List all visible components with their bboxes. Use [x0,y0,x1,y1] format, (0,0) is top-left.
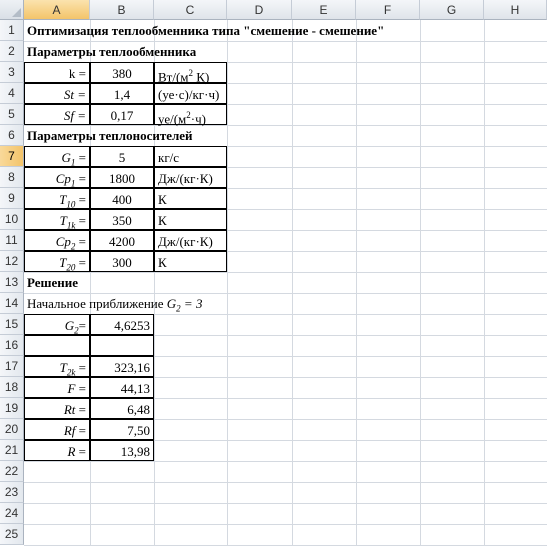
carrier-unit[interactable]: К [154,188,227,209]
column-header-c[interactable]: C [154,0,227,20]
row-header-20[interactable]: 20 [0,419,24,440]
unit-superscript: 2 [186,110,191,120]
initial-approx-subscript: 2 [176,303,181,314]
label-symbol: T [59,213,67,228]
row-header-16[interactable]: 16 [0,335,24,356]
row-header-5[interactable]: 5 [0,104,24,125]
unit-superscript: 2 [188,68,194,78]
carrier-value[interactable]: 1800 [90,167,154,188]
label-equals: = [75,150,86,165]
param-label[interactable]: Sf = [24,104,90,125]
label-symbol: T [59,360,67,375]
param-value[interactable]: 380 [90,62,154,83]
column-header-d[interactable]: D [227,0,292,20]
label-subscript: 2 [74,325,79,336]
label-symbol: Cp [55,234,71,249]
result-value[interactable]: 44,13 [90,377,154,398]
carrier-value[interactable]: 300 [90,251,154,272]
carrier-unit[interactable]: К [154,209,227,230]
label-subscript: 1 [70,178,76,189]
row-header-3[interactable]: 3 [0,62,24,83]
empty-cell[interactable] [90,335,154,356]
empty-cell[interactable] [24,335,90,356]
row-header-19[interactable]: 19 [0,398,24,419]
row-header-21[interactable]: 21 [0,440,24,461]
row-header-14[interactable]: 14 [0,293,24,314]
row-header-1[interactable]: 1 [0,20,24,41]
result-value[interactable]: 323,16 [90,356,154,377]
param-unit[interactable]: $Вт/(м^2$ К) [154,62,227,83]
grid-line-vertical [292,20,293,545]
carrier-unit[interactable]: К [154,251,227,272]
label-equals: = [75,402,86,417]
param-value[interactable]: 1,4 [90,83,154,104]
grid-line-horizontal [24,503,547,504]
label-subscript: 20 [66,262,76,273]
column-header-e[interactable]: E [292,0,356,20]
label-equals: = [78,318,86,333]
grid-line-vertical [356,20,357,545]
label-equals: = [75,192,86,207]
result-value[interactable]: 6,48 [90,398,154,419]
initial-approximation[interactable]: Начальное приближение $G_2 = 3$ [27,296,203,314]
grid-line-horizontal [24,482,547,483]
label-symbol: G [64,318,75,333]
carrier-value[interactable]: 5 [90,146,154,167]
initial-approx-value: = 3 [180,296,203,311]
row-header-10[interactable]: 10 [0,209,24,230]
row-header-13[interactable]: 13 [0,272,24,293]
param-unit[interactable]: (уе·с)/кг·ч) [154,83,227,104]
row-header-11[interactable]: 11 [0,230,24,251]
result-label[interactable] [24,398,90,419]
label-subscript: 1k [66,220,76,231]
label-symbol: Rt [63,402,76,417]
row-header-12[interactable]: 12 [0,251,24,272]
row-header-22[interactable]: 22 [0,461,24,482]
label-subscript: 10 [66,199,76,210]
label-equals: = [75,423,86,438]
label-symbol: F [67,381,76,396]
carrier-label[interactable] [24,188,90,209]
result-label[interactable] [24,419,90,440]
result-label-g2[interactable] [24,314,90,335]
label-equals: = [75,171,86,186]
carrier-value[interactable]: 4200 [90,230,154,251]
result-label[interactable] [24,377,90,398]
param-unit[interactable]: $уе/(м^2\cdot ч)$ [154,104,227,125]
grid-line-vertical [227,20,228,545]
select-all-corner[interactable] [0,0,24,20]
param-label[interactable]: k = [24,62,90,83]
result-value[interactable]: 13,98 [90,440,154,461]
section-heading-solution[interactable]: Решение [27,275,79,290]
row-header-7[interactable]: 7 [0,146,24,167]
result-label[interactable] [24,356,90,377]
carrier-unit[interactable]: Дж/(кг·К) [154,167,227,188]
column-header-h[interactable]: H [484,0,547,20]
row-header-18[interactable]: 18 [0,377,24,398]
sheet-title[interactable]: Оптимизация теплообменника типа "смешение - смешение" [27,23,385,38]
row-header-15[interactable]: 15 [0,314,24,335]
carrier-label[interactable] [24,146,90,167]
section-heading-exchanger[interactable]: Параметры теплообменника [27,44,197,59]
result-label[interactable] [24,440,90,461]
label-equals: = [75,213,86,228]
label-equals: = [75,444,86,459]
column-header-b[interactable]: B [90,0,154,20]
grid-line-horizontal [24,524,547,525]
result-value-g2[interactable]: 4,6253 [90,314,154,335]
param-value[interactable]: 0,17 [90,104,154,125]
carrier-label[interactable] [24,167,90,188]
initial-approx-symbol: G [166,296,177,311]
grid-line-vertical [420,20,421,545]
label-symbol: T [59,255,67,270]
label-symbol: T [59,192,67,207]
label-equals: = [75,234,86,249]
column-header-f[interactable]: F [356,0,420,20]
label-equals: = [75,255,86,270]
label-symbol: G [61,150,71,165]
carrier-label[interactable] [24,230,90,251]
column-header-a[interactable]: A [24,0,90,20]
param-label[interactable]: St = [24,83,90,104]
column-header-g[interactable]: G [420,0,484,20]
label-subscript: 2k [66,367,76,378]
row-header-25[interactable]: 25 [0,524,24,545]
label-equals: = [75,381,86,396]
grid-line-vertical [484,20,485,545]
carrier-label[interactable] [24,209,90,230]
grid-line-horizontal [24,461,547,462]
row-header-8[interactable]: 8 [0,167,24,188]
carrier-unit[interactable]: кг/с [154,146,227,167]
row-header-9[interactable]: 9 [0,188,24,209]
label-symbol: Rf [63,423,76,438]
label-subscript: 2 [70,241,76,252]
row-header-4[interactable]: 4 [0,83,24,104]
section-heading-carriers[interactable]: Параметры теплоносителей [27,128,193,143]
result-value[interactable]: 7,50 [90,419,154,440]
row-header-2[interactable]: 2 [0,41,24,62]
carrier-value[interactable]: 350 [90,209,154,230]
label-symbol: Cp [55,171,71,186]
row-header-6[interactable]: 6 [0,125,24,146]
label-symbol: R [67,444,76,459]
label-subscript: 1 [70,157,76,168]
carrier-value[interactable]: 400 [90,188,154,209]
label-equals: = [75,360,86,375]
carrier-label[interactable] [24,251,90,272]
row-header-17[interactable]: 17 [0,356,24,377]
carrier-unit[interactable]: Дж/(кг·К) [154,230,227,251]
row-header-24[interactable]: 24 [0,503,24,524]
row-header-23[interactable]: 23 [0,482,24,503]
